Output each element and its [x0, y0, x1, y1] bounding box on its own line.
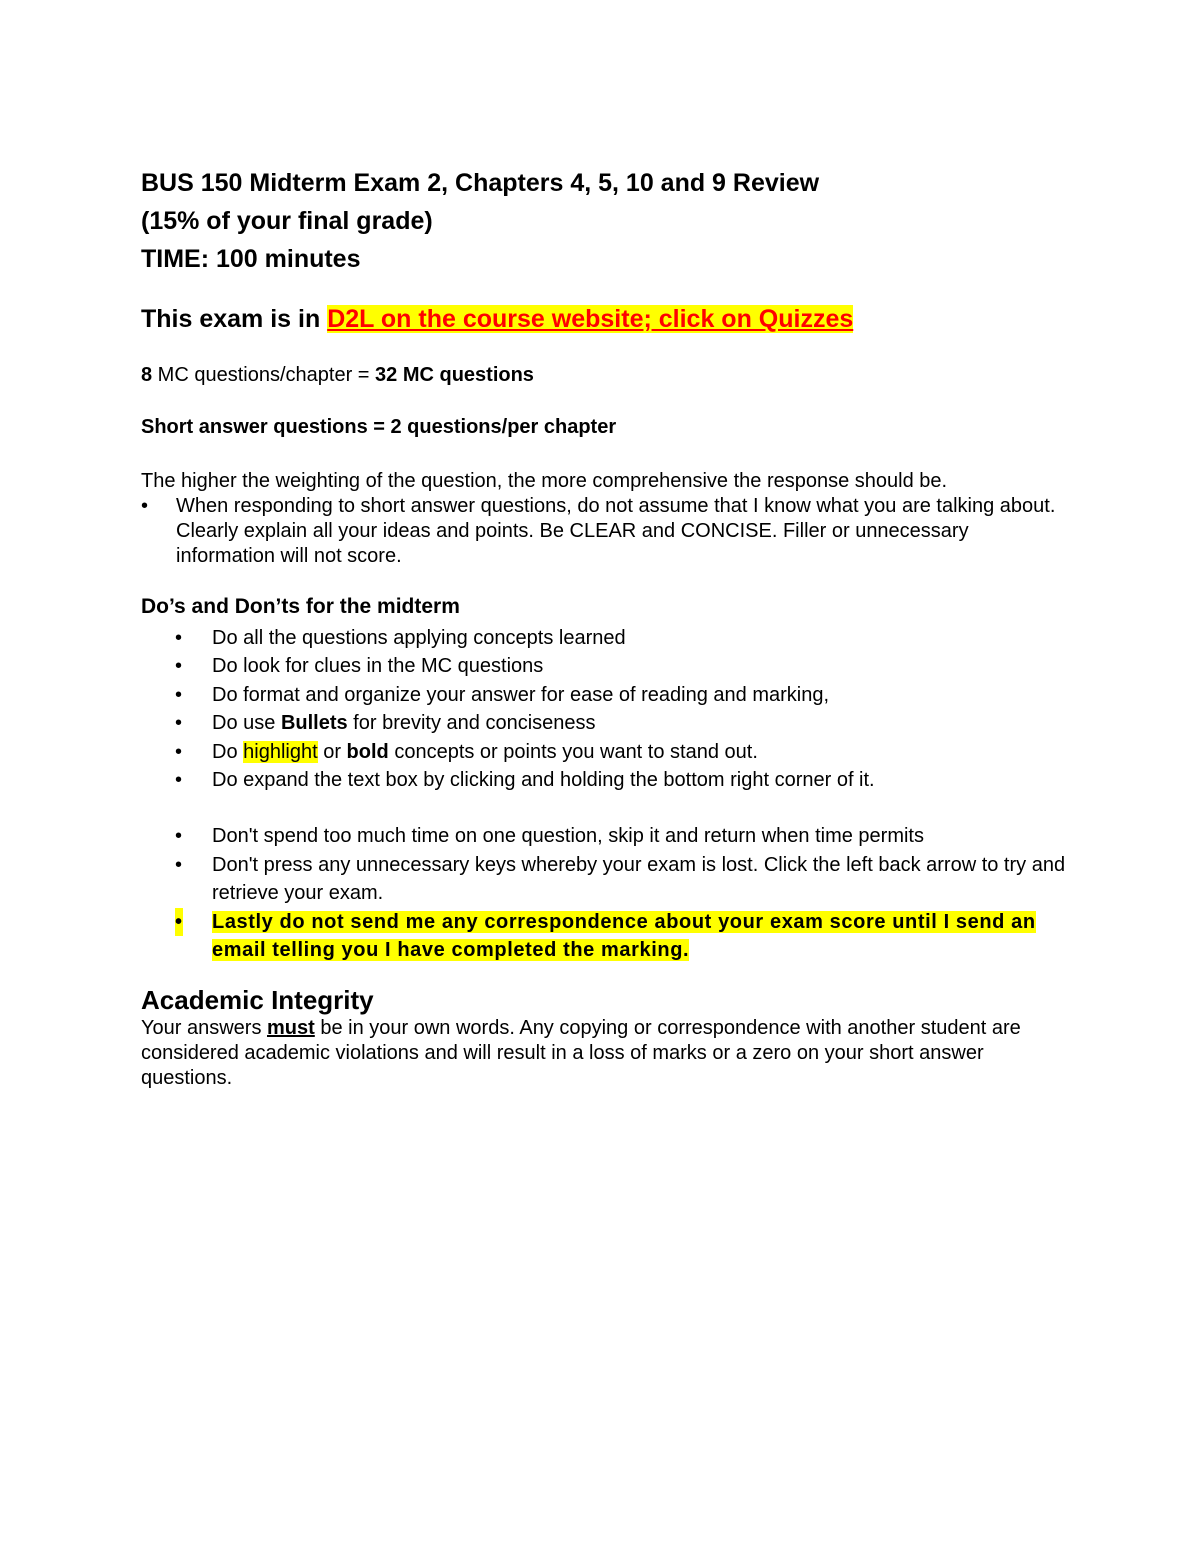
- donts-list: [141, 822, 1071, 964]
- bullet-icon: •: [175, 655, 183, 678]
- mc-questions-line: [141, 362, 1071, 388]
- list-item: [141, 766, 1071, 794]
- dos-item-bold: Bullets: [280, 712, 348, 735]
- ai-text-suffix: be in your own words. Any copying or correspondence with another student are considered academic violations and will result in a loss of marks or a zero on your short answer questions.: [141, 1017, 1021, 1090]
- bullet-icon: •: [141, 495, 149, 517]
- exam-location-prefix: This exam is in: [141, 305, 328, 333]
- exam-title: BUS 150 Midterm Exam 2, Chapters 4, 5, 10 and 9 Review: [141, 169, 820, 197]
- short-answer-bullet-text: When responding to short answer questions, do not assume that I know what you are talking about. Clearly explain all your ideas and points. Be CLEAR and CONCISE. Filler or unnecessary information will not score.: [176, 495, 1056, 567]
- list-item: [141, 709, 1071, 737]
- list-item: [141, 822, 1071, 850]
- mc-count: 8: [141, 364, 153, 386]
- dos-donts-heading: Do’s and Don’ts for the midterm: [141, 595, 460, 618]
- document-page: [141, 164, 1071, 1091]
- dos-item-suffix: for brevity and conciseness: [347, 712, 596, 735]
- bullet-icon: •: [175, 769, 183, 792]
- academic-integrity-heading: Academic Integrity: [141, 985, 374, 1016]
- dos-item-suffix: concepts or points you want to stand out.: [388, 740, 758, 763]
- donts-item-text: Don't press any unnecessary keys whereby your exam is lost. Click the left back arrow to try and retrieve your exam.: [212, 853, 1066, 905]
- list-item: [141, 851, 1071, 908]
- dos-item-highlight: highlight: [243, 740, 318, 763]
- ai-text-prefix: Your answers: [141, 1017, 267, 1040]
- academic-integrity-text: [141, 1016, 1071, 1091]
- short-answer-bullet-list: [141, 494, 1071, 569]
- bullet-icon: •: [175, 853, 183, 876]
- list-item: [141, 908, 1071, 965]
- list-item: [141, 652, 1071, 680]
- exam-location: [141, 302, 1071, 336]
- lastly-item-text: Lastly do not send me any correspondence about your exam score until I send an email telling you I have completed the marking.: [212, 910, 1036, 962]
- dos-item-text: Do all the questions applying concepts learned: [212, 627, 626, 649]
- bullet-icon: •: [175, 712, 183, 735]
- dos-item-bold: bold: [346, 740, 389, 763]
- exam-time: TIME: 100 minutes: [141, 245, 361, 273]
- list-item: [141, 738, 1071, 766]
- dos-item-prefix: Do: [212, 740, 244, 763]
- exam-location-link[interactable]: D2L on the course website; click on Quizzes: [327, 305, 854, 333]
- bullet-icon: •: [175, 825, 183, 848]
- dos-item-middle: or: [317, 740, 347, 763]
- dos-item-text: Do look for clues in the MC questions: [212, 655, 544, 678]
- weighting-line: The higher the weighting of the question, the more comprehensive the response should be.: [141, 470, 948, 492]
- list-item: [141, 681, 1071, 709]
- list-item: [141, 494, 1071, 569]
- ai-text-must: must: [267, 1017, 315, 1040]
- dos-item-text: Do expand the text box by clicking and holding the bottom right corner of it.: [212, 769, 875, 792]
- bullet-icon: •: [175, 627, 183, 649]
- bullet-icon: •: [175, 683, 183, 706]
- donts-item-text: Don't spend too much time on one question, skip it and return when time permits: [212, 825, 924, 848]
- bullet-icon: •: [175, 740, 183, 763]
- dos-list: [141, 624, 1071, 794]
- mc-middle: MC questions/chapter =: [152, 364, 376, 386]
- dos-item-prefix: Do use: [212, 712, 281, 735]
- list-item: [141, 624, 1071, 652]
- dos-item-text: Do format and organize your answer for ease of reading and marking,: [212, 683, 830, 706]
- bullet-icon: •: [175, 908, 183, 936]
- short-answer-line: Short answer questions = 2 questions/per chapter: [141, 416, 617, 438]
- mc-total: 32 MC questions: [375, 364, 534, 386]
- list-gap: [141, 794, 1071, 822]
- grade-weight: (15% of your final grade): [141, 207, 433, 235]
